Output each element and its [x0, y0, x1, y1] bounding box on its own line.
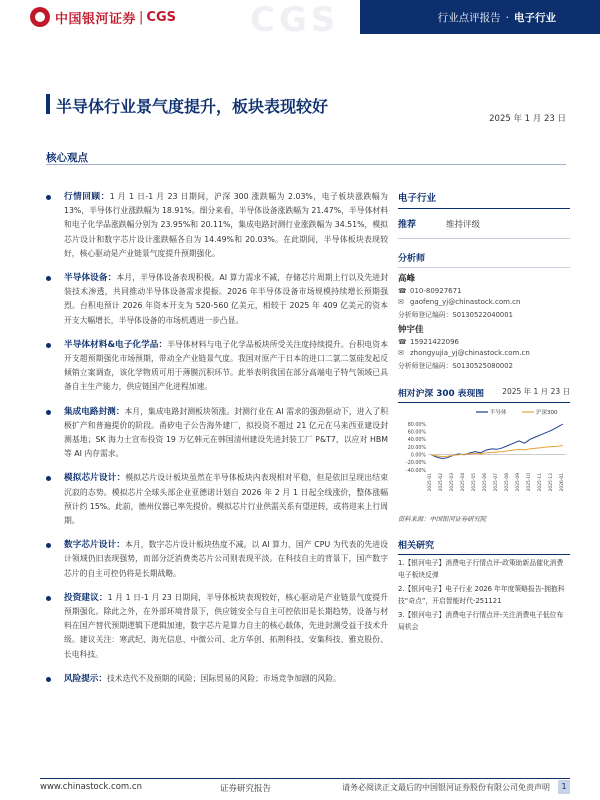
paragraph-text: 半导体材料与电子化学品板块所受关注度持续提升。台积电资本开支超预期强化市场预期，带动全产业链景气度。我国对原产于日本的进口二氯二氢硅发起反倾销立案调查，该化学物质可用于薄膜沉积环节。此举表明我国在部分高端电子特气领域已具备自主生产能力，供应链国产化进程加速。	[64, 339, 388, 392]
paragraph-investment	[40, 591, 388, 662]
x-tick-label: 2025-08	[505, 473, 510, 492]
x-tick-label: 2025-10	[527, 473, 532, 492]
paragraph-text: 1 月 1 日-1 月 23 日期间，沪深 300 涨跌幅为 2.03%，电子板块涨跌幅为 13%，半导体行业涨跌幅为 18.91%。细分来看，半导体设备涨跌幅为 21.47%，半导体材料和电子化学品涨跌幅分别为 23.95%和 20.11%，集成电路封测行业涨跌幅为 34.51%，模拟芯片设计和数字芯片设计涨跌幅各自为 14.49%和 20.03%。在此期间，半导体板块表现较好，核心驱动是产业链景气度提升预期强化。	[64, 192, 388, 258]
y-tick-label: -20.00%	[405, 461, 426, 467]
bullet-icon	[46, 596, 51, 601]
paragraph-analog	[40, 471, 388, 528]
related-item[interactable]: 3.【银河电子】消费电子行情点评-关注消费电子低位布局机会	[398, 611, 564, 631]
paragraph-text: 本月，半导体设备表现积极。AI 算力需求不减，存储芯片周期上行以及先进封装技术渗透，共同推动半导体设备需求提振。2026 年半导体设备市场规模持续增长预期强烈。台积电预计 2026 年资本开支为 520-560 亿美元，相较于 2025 年 409 亿美元的资本开支大幅增长，半导体设备的市场机遇进一步凸显。	[64, 273, 388, 325]
x-tick-label: 2025-07	[494, 473, 499, 492]
y-tick-label: 0.00%	[410, 453, 426, 459]
legend-label: 半导体	[490, 410, 507, 416]
header-separator: ·	[505, 12, 509, 24]
paragraph-head: 行情回顾：	[64, 192, 110, 202]
paragraph-materials	[40, 338, 388, 395]
chart-source: 资料来源：中国银河证券研究院	[398, 516, 487, 523]
paragraph-market-review	[40, 190, 388, 261]
paragraph-head: 投资建议：	[64, 592, 108, 603]
x-tick-label: 2025-09	[516, 473, 521, 492]
y-tick-label: 20.00%	[407, 445, 426, 451]
paragraph-digital	[40, 538, 388, 581]
analyst-registration: 分析师登记编码：S0130522040001	[398, 311, 513, 319]
analyst-email	[398, 349, 570, 357]
x-tick-label: 2025-05	[472, 473, 477, 492]
paragraph-text: 模拟芯片设计板块虽然在半导体板块内表现相对平稳，但是依旧呈现出结束沉寂的态势。模拟芯片全球头部企业亚德诺计划自 2026 年 2 月 1 日起全线涨价，整体涨幅预计约 15%。此前，德州仪器已率先提价。模拟芯片行业供需关系有望逆转，或将迎来上行周期。	[64, 473, 388, 526]
sidebar	[398, 190, 570, 370]
series-line-csi300	[431, 446, 563, 457]
y-tick-label: -40.00%	[405, 468, 426, 474]
footer-url[interactable]: www.chinastock.com.cn	[40, 782, 142, 792]
logo-text: 中国银河证券	[55, 11, 137, 27]
analyst-phone	[398, 338, 570, 346]
phone-value: 15921422096	[410, 338, 459, 346]
y-tick-label: 60.00%	[407, 430, 426, 436]
paragraph-head: 数字芯片设计：	[64, 540, 125, 551]
paragraph-head: 风险提示：	[64, 673, 107, 684]
bullet-icon	[46, 343, 51, 348]
analyst-card	[398, 323, 570, 370]
bullet-icon	[46, 410, 51, 415]
paragraph-text: 1 月 1 日-1 月 23 日期间，半导体板块表现较好，核心驱动是产业链景气度提升预期强化。除此之外，在外部环境背景下，供应链安全与自主可控依旧是长期趋势，设备与材料在国产替代预期逻辑下逻辑加速，数字芯片是算力自主的核心载体，先进封测受益于技术升级。建议关注：寒武纪、海光信息、中微公司、北方华创、拓荆科技、安集科技、雅克股份、长电科技。	[64, 592, 388, 659]
relative-performance-chart	[398, 406, 570, 506]
sidebar-industry: 电子行业	[398, 190, 570, 209]
paragraph-packaging	[40, 405, 388, 462]
bullet-icon	[46, 476, 51, 481]
email-icon: ✉	[398, 349, 404, 357]
paragraph-text: 技术迭代不及预期的风险；国际贸易的风险；市场竞争加剧的风险。	[106, 673, 341, 683]
analyst-email	[398, 298, 570, 306]
related-heading: 相关研究	[398, 538, 570, 555]
title-accent-bar	[46, 94, 50, 114]
chart-header	[398, 386, 570, 403]
phone-icon: ☎	[398, 287, 407, 295]
analyst-card	[398, 272, 570, 319]
related-item[interactable]: 2.【银河电子】电子行业 2026 年年度策略报告-拥抱科技“奇点”，开启智能时代-251121	[398, 585, 565, 605]
x-tick-label: 2025-03	[450, 473, 455, 492]
section-divider	[46, 164, 566, 165]
bullet-icon	[46, 195, 51, 200]
y-tick-label: 40.00%	[407, 438, 426, 444]
logo-cgs: CGS	[146, 9, 176, 25]
rating-label: 推荐	[398, 220, 417, 230]
paragraph-head: 模拟芯片设计：	[64, 473, 126, 484]
email-value[interactable]: gaofeng_yj@chinastock.com.cn	[410, 298, 521, 306]
industry-label: 电子行业	[514, 12, 556, 24]
email-value[interactable]: zhongyujia_yj@chinastock.com.cn	[410, 349, 530, 357]
x-tick-label: 2025-04	[461, 473, 466, 492]
x-tick-label: 2026-01	[560, 473, 565, 492]
legend-label: 沪深300	[536, 410, 558, 416]
footer-disclaimer: 请务必阅读正文最后的中国银河证券股份有限公司免责声明	[342, 783, 550, 792]
analyst-phone	[398, 287, 570, 295]
phone-value: 010-80927671	[410, 287, 462, 295]
paragraph-equipment	[40, 271, 388, 328]
series-line-semiconductor	[431, 424, 563, 459]
email-icon: ✉	[398, 298, 404, 306]
rating-row	[398, 209, 570, 239]
paragraph-head: 半导体设备：	[64, 273, 117, 284]
logo-separator: |	[139, 9, 144, 25]
page-number: 1	[558, 780, 570, 794]
paragraph-text: 本月，数字芯片设计板块热度不减。以 AI 算力、国产 CPU 为代表的先进设计领域仍旧表现强势，而部分泛消费类芯片公司则表现平淡。在科技自主的背景下，国产数字芯片的自主可控仍将是长期战略。	[64, 540, 388, 578]
x-tick-label: 2025-01	[428, 473, 433, 492]
bullet-icon	[46, 677, 51, 682]
report-type: 行业点评报告	[437, 12, 501, 24]
analyst-registration: 分析师登记编码：S0130525080002	[398, 362, 513, 370]
footer-report-type: 证券研究报告	[220, 784, 272, 794]
x-tick-label: 2025-11	[538, 473, 543, 492]
x-tick-label: 2025-12	[549, 473, 554, 492]
analyst-heading: 分析师	[398, 251, 570, 268]
company-logo	[30, 6, 176, 28]
report-date: 2025 年 1 月 23 日	[489, 114, 566, 124]
x-tick-label: 2025-02	[439, 473, 444, 492]
header-report-info	[438, 10, 556, 25]
core-view-label: 核心观点	[46, 152, 88, 164]
y-tick-label: 80.00%	[407, 422, 426, 428]
analyst-name: 高峰	[398, 274, 416, 284]
x-tick-label: 2025-06	[483, 473, 488, 492]
rating-value: 维持评级	[446, 219, 481, 230]
bullet-icon	[46, 543, 51, 548]
logo-mark-icon	[30, 7, 50, 27]
main-content	[40, 190, 388, 696]
chart-title: 相对沪深 300 表现图	[398, 389, 485, 399]
bullet-icon	[46, 276, 51, 281]
related-research	[398, 538, 570, 633]
paragraph-risk	[40, 672, 388, 686]
paragraph-text: 本月，集成电路封测板块领涨。封测行业在 AI 需求的强劲驱动下，进入了积极扩产和普遍提价的阶段。甬矽电子公告海外建厂，拟投资不超过 21 亿元在马来西亚建设封测基地；SK 海力士宣布投资 19 万亿韩元在韩国清州建设先进封装工厂 P&T7，以应对 HBM 等 AI 内存需求。	[64, 406, 388, 459]
related-item[interactable]: 1.【银河电子】消费电子行情点评-政策助新品催化消费电子板块反弹	[398, 559, 564, 579]
footer-divider	[40, 778, 570, 779]
phone-icon: ☎	[398, 338, 407, 346]
paragraph-head: 半导体材料&电子化学品：	[64, 339, 168, 350]
chart-date: 2025 年 1 月 23 日	[502, 387, 570, 396]
page-title: 半导体行业景气度提升，板块表现较好	[56, 97, 329, 116]
paragraph-head: 集成电路封测：	[64, 406, 125, 417]
header-watermark: CGS	[250, 0, 340, 40]
top-header	[0, 0, 600, 40]
analyst-name: 钟宇佳	[398, 325, 424, 335]
